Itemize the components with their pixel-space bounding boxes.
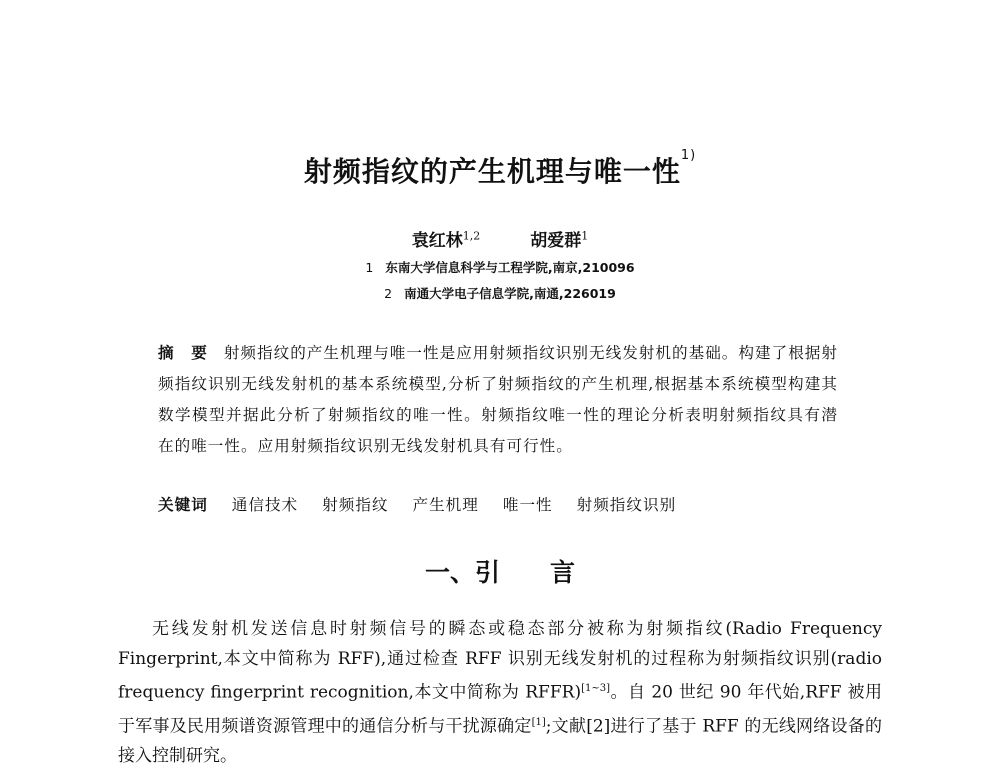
- body-paragraph: [118, 614, 882, 771]
- section-heading: 一、引 言: [424, 558, 575, 587]
- affiliation-1: [0, 258, 1000, 276]
- abstract-label: 摘 要: [158, 344, 208, 362]
- citation: [1~3]: [581, 683, 610, 694]
- keyword: 通信技术: [231, 496, 299, 514]
- keywords-label: 关键词: [158, 496, 208, 514]
- body-text-part: ;文献[2]进行了基于 RFF 的无线网络设备的接入控制研究。: [118, 716, 882, 767]
- affiliation-number: 1: [365, 260, 374, 275]
- affiliation-text: 南通大学电子信息学院,南通,226019: [404, 286, 616, 301]
- abstract: [158, 338, 838, 462]
- keywords: [158, 493, 858, 515]
- abstract-text: 射频指纹的产生机理与唯一性是应用射频指纹识别无线发射机的基础。构建了根据射频指纹识别无线发射机的基本系统模型,分析了射频指纹的产生机理,根据基本系统模型构建其数学模型并据此分析了射频指纹的唯一性。射频指纹唯一性的理论分析表明射频指纹具有潜在的唯一性。应用射频指纹识别无线发射机具有可行性。: [158, 344, 838, 455]
- author-affiliation-marker: 1: [581, 229, 589, 243]
- affiliation-text: 东南大学信息科学与工程学院,南京,210096: [385, 260, 635, 275]
- author-1: [412, 226, 481, 251]
- paper-title: [0, 150, 1000, 190]
- author-name: 袁红林: [411, 231, 463, 251]
- author-2: [530, 226, 588, 251]
- affiliation-number: 2: [384, 286, 393, 301]
- affiliation-2: [0, 284, 1000, 302]
- keyword: 射频指纹: [322, 496, 389, 514]
- author-affiliation-marker: 1,2: [462, 229, 481, 243]
- keyword: 射频指纹识别: [576, 496, 677, 514]
- citation: [1]: [531, 716, 546, 728]
- body-text-part: 无线发射机发送信息时射频信号的瞬态或稳态部分被称为射频指纹(Radio Frequency Fingerprint,本文中简称为 RFF),通过检查 RFF 识别无线发射机的过程称为射频指纹识别(radio frequency fingerprint recognition,本文中简称为 RFFR): [118, 619, 882, 703]
- body-text-part: 。自 20 世纪 90 年代始,RFF 被用于军事及民用频谱资源管理中的通信分析与干扰源确定: [118, 682, 882, 737]
- author-name: 胡爱群: [530, 231, 582, 251]
- title-footnote-marker: 1): [680, 148, 697, 163]
- keyword: 唯一性: [502, 496, 553, 514]
- keyword: 产生机理: [412, 496, 479, 514]
- author-list: [0, 226, 1000, 251]
- title-text: 射频指纹的产生机理与唯一性: [303, 155, 681, 188]
